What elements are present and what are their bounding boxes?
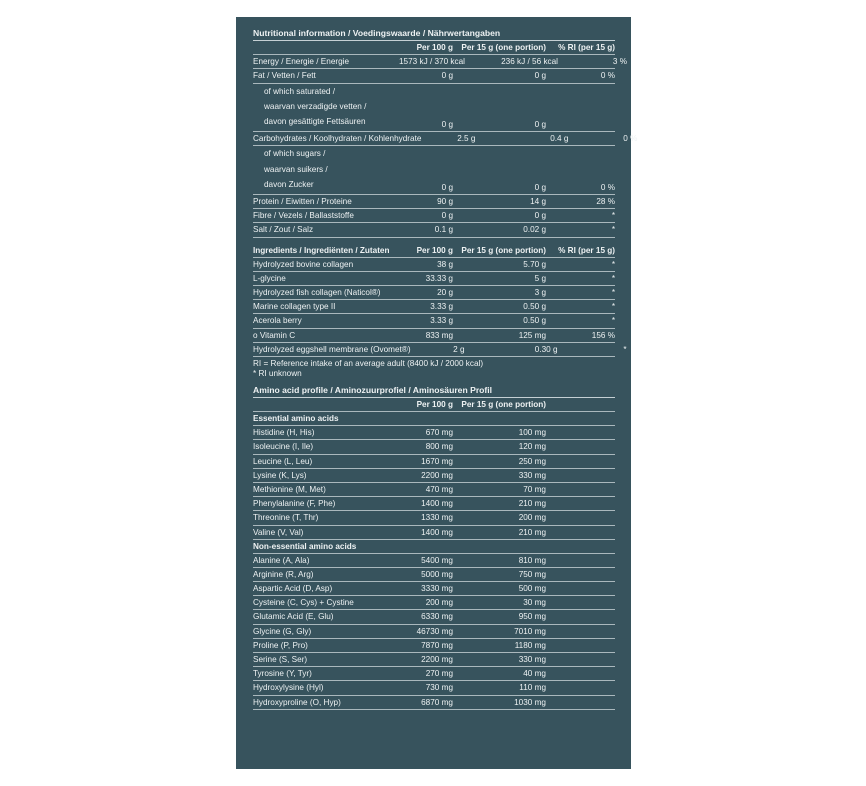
nutrition-row bbox=[253, 209, 615, 223]
nutrient-name-line: waarvan suikers / bbox=[264, 164, 328, 174]
nutrient-name bbox=[253, 72, 399, 80]
amino-row bbox=[253, 497, 615, 511]
per100-value: 33.33 g bbox=[425, 273, 453, 283]
ri-unknown-note: * RI unknown bbox=[253, 369, 302, 379]
per100-value: 20 g bbox=[437, 288, 453, 298]
ri-value: 156 % bbox=[591, 330, 615, 340]
nutrient-name-line: Carbohydrates / Koolhydraten / Kohlenhydrate bbox=[253, 134, 422, 144]
nutrient-name-line: Salt / Zout / Salz bbox=[253, 225, 314, 235]
per100-value: 1400 mg bbox=[421, 499, 453, 509]
ingredient-row bbox=[253, 343, 627, 357]
per15-value: 120 mg bbox=[518, 442, 546, 452]
amino-row bbox=[253, 440, 615, 454]
per100-value: 833 mg bbox=[425, 330, 453, 340]
per100-value: 1330 mg bbox=[421, 513, 453, 523]
amino-name: Cysteine (C, Cys) + Cystine bbox=[253, 598, 354, 608]
ri-value: * bbox=[611, 288, 615, 298]
nutrition-row bbox=[253, 84, 615, 133]
per100-value: 46730 mg bbox=[416, 626, 453, 636]
per15-value: 0.30 g bbox=[534, 344, 558, 354]
ingredient-name: Hydrolyzed bovine collagen bbox=[253, 259, 354, 269]
amino-row bbox=[253, 582, 615, 596]
nutrient-name-line: davon gesättigte Fettsäuren bbox=[264, 116, 366, 126]
per100-value: 1670 mg bbox=[421, 456, 453, 466]
ingredients-notes bbox=[253, 357, 615, 382]
per100-value: 2200 mg bbox=[421, 655, 453, 665]
ingredient-row bbox=[253, 300, 615, 314]
per15-value: 7010 mg bbox=[514, 626, 546, 636]
per100-value: 6330 mg bbox=[421, 612, 453, 622]
nutrition-row bbox=[253, 195, 615, 209]
per100-value: 3.33 g bbox=[430, 302, 453, 312]
ingredient-row bbox=[253, 314, 615, 328]
ingredient-name: Marine collagen type II bbox=[253, 302, 336, 312]
ingredients-rows bbox=[253, 258, 627, 357]
nonessential-rows bbox=[253, 554, 615, 710]
header-per100: Per 100 g bbox=[416, 42, 453, 52]
per15-value: 500 mg bbox=[518, 584, 546, 594]
nutrient-name bbox=[253, 198, 399, 206]
amino-name: Glutamic Acid (E, Glu) bbox=[253, 612, 334, 622]
nonessential-title: Non-essential amino acids bbox=[253, 540, 615, 554]
per15-value: 125 mg bbox=[518, 330, 546, 340]
per15-value: 330 mg bbox=[518, 470, 546, 480]
nutrient-name bbox=[253, 58, 399, 66]
amino-row bbox=[253, 639, 615, 653]
ingredient-name: Acerola berry bbox=[253, 316, 302, 326]
ingredient-name: Hydrolyzed eggshell membrane (Ovomet®) bbox=[253, 344, 411, 354]
per100-value: 7870 mg bbox=[421, 640, 453, 650]
nutrition-row bbox=[253, 146, 615, 195]
nutrient-name-line: Fat / Vetten / Fett bbox=[253, 71, 316, 81]
per100-value: 0 g bbox=[441, 182, 453, 192]
ri-value: 3 % bbox=[612, 57, 627, 67]
ingredient-row bbox=[253, 286, 615, 300]
per100-value: 800 mg bbox=[425, 442, 453, 452]
per15-value: 210 mg bbox=[518, 499, 546, 509]
nutrient-name-line: Energy / Energie / Energie bbox=[253, 57, 350, 67]
amino-name: Hydroxylysine (Hyl) bbox=[253, 683, 324, 693]
amino-title: Amino acid profile / Aminozuurprofiel / Aminosäuren Profil bbox=[253, 384, 615, 398]
per100-value: 1573 kJ / 370 kcal bbox=[399, 57, 465, 67]
ingredient-name: Hydrolyzed fish collagen (Naticol®) bbox=[253, 288, 381, 298]
nutrition-row bbox=[253, 132, 638, 146]
per100-value: 3330 mg bbox=[421, 584, 453, 594]
nutrient-name-line: Protein / Eiwitten / Proteine bbox=[253, 196, 352, 206]
per100-value: 200 mg bbox=[425, 598, 453, 608]
ingredient-name: o Vitamin C bbox=[253, 330, 296, 340]
amino-name: Methionine (M, Met) bbox=[253, 484, 326, 494]
ri-value: 0 % bbox=[623, 134, 638, 144]
ingredient-row bbox=[253, 258, 615, 272]
per100-value: 0 g bbox=[441, 119, 453, 129]
ri-value: * bbox=[611, 273, 615, 283]
per100-value: 2.5 g bbox=[457, 134, 476, 144]
amino-row bbox=[253, 625, 615, 639]
per100-value: 0 g bbox=[441, 211, 453, 221]
amino-row bbox=[253, 455, 615, 469]
per15-value: 0 g bbox=[534, 211, 546, 221]
ri-value: 28 % bbox=[596, 196, 615, 206]
per100-value: 670 mg bbox=[425, 428, 453, 438]
per15-value: 236 kJ / 56 kcal bbox=[501, 57, 558, 67]
amino-name: Isoleucine (I, Ile) bbox=[253, 442, 314, 452]
per15-value: 100 mg bbox=[518, 428, 546, 438]
nutrient-name-line: waarvan verzadigde vetten / bbox=[264, 101, 367, 111]
per100-value: 2 g bbox=[453, 344, 465, 354]
amino-header-row bbox=[253, 398, 615, 412]
per100-value: 5400 mg bbox=[421, 555, 453, 565]
per15-value: 750 mg bbox=[518, 569, 546, 579]
amino-header-per100: Per 100 g bbox=[416, 400, 453, 410]
per15-value: 14 g bbox=[530, 196, 546, 206]
header-per15: Per 15 g (one portion) bbox=[461, 42, 546, 52]
ingredients-title: Ingredients / Ingrediënten / Zutaten bbox=[253, 245, 390, 255]
ri-value: * bbox=[611, 316, 615, 326]
ri-note: RI = Reference intake of an average adult (8400 kJ / 2000 kcal) bbox=[253, 359, 484, 369]
amino-name: Phenylalanine (F, Phe) bbox=[253, 499, 336, 509]
amino-row bbox=[253, 696, 615, 710]
per15-value: 0.02 g bbox=[523, 225, 546, 235]
ingredient-row bbox=[253, 272, 615, 286]
amino-name: Alanine (A, Ala) bbox=[253, 555, 310, 565]
nutrient-name bbox=[253, 226, 399, 234]
amino-name: Glycine (G, Gly) bbox=[253, 626, 312, 636]
amino-name: Arginine (R, Arg) bbox=[253, 569, 314, 579]
per15-value: 0.4 g bbox=[550, 134, 569, 144]
per15-value: 0.50 g bbox=[523, 316, 546, 326]
per15-value: 0 g bbox=[534, 182, 546, 192]
amino-header-per15: Per 15 g (one portion) bbox=[461, 400, 546, 410]
nutrition-title: Nutritional information / Voedingswaarde / Nährwertangaben bbox=[253, 27, 615, 41]
nutrient-name bbox=[253, 146, 399, 192]
ri-value: 0 % bbox=[600, 71, 615, 81]
per100-value: 3.33 g bbox=[430, 316, 453, 326]
amino-row bbox=[253, 511, 615, 525]
amino-name: Proline (P, Pro) bbox=[253, 640, 308, 650]
per15-value: 950 mg bbox=[518, 612, 546, 622]
amino-row bbox=[253, 681, 615, 695]
amino-row bbox=[253, 426, 615, 440]
amino-row bbox=[253, 596, 615, 610]
ri-value: * bbox=[611, 259, 615, 269]
nutrient-name-line: davon Zucker bbox=[264, 179, 314, 189]
essential-title: Essential amino acids bbox=[253, 412, 615, 426]
per100-value: 270 mg bbox=[425, 669, 453, 679]
amino-name: Hydroxyproline (O, Hyp) bbox=[253, 697, 341, 707]
per15-value: 40 mg bbox=[523, 669, 546, 679]
ingredient-name: L-glycine bbox=[253, 273, 286, 283]
ingredient-row bbox=[253, 329, 615, 343]
per15-value: 1180 mg bbox=[514, 640, 546, 650]
nutrient-name-line: of which sugars / bbox=[264, 149, 326, 159]
nutrient-name-line: Fibre / Vezels / Ballaststoffe bbox=[253, 211, 354, 221]
nutrient-name bbox=[253, 84, 399, 130]
per15-value: 250 mg bbox=[518, 456, 546, 466]
amino-row bbox=[253, 469, 615, 483]
per15-value: 330 mg bbox=[518, 655, 546, 665]
nutrition-header-row bbox=[253, 41, 615, 55]
per15-value: 5.70 g bbox=[523, 259, 546, 269]
per15-value: 110 mg bbox=[519, 683, 546, 693]
per100-value: 730 mg bbox=[425, 683, 453, 693]
ri-value: * bbox=[611, 211, 615, 221]
nutrition-rows bbox=[253, 55, 638, 237]
per15-value: 210 mg bbox=[518, 527, 546, 537]
label-content bbox=[253, 27, 638, 710]
amino-name: Valine (V, Val) bbox=[253, 527, 304, 537]
nutrition-row bbox=[253, 223, 615, 237]
amino-name: Tyrosine (Y, Tyr) bbox=[253, 669, 312, 679]
header-ri: % RI (per 15 g) bbox=[558, 42, 615, 52]
per100-value: 2200 mg bbox=[421, 470, 453, 480]
ri-value: * bbox=[611, 225, 615, 235]
amino-row bbox=[253, 610, 615, 624]
ingredients-header-per15: Per 15 g (one portion) bbox=[461, 245, 546, 255]
per100-value: 90 g bbox=[437, 196, 453, 206]
ri-value: * bbox=[611, 302, 615, 312]
per15-value: 200 mg bbox=[518, 513, 546, 523]
ingredients-header-row bbox=[253, 244, 615, 258]
amino-row bbox=[253, 483, 615, 497]
per15-value: 1030 mg bbox=[514, 697, 546, 707]
amino-row bbox=[253, 526, 615, 540]
per100-value: 0.1 g bbox=[434, 225, 453, 235]
per15-value: 30 mg bbox=[523, 598, 546, 608]
nutrition-row bbox=[253, 69, 615, 83]
amino-row bbox=[253, 554, 615, 568]
per100-value: 0 g bbox=[441, 71, 453, 81]
ri-value: 0 % bbox=[600, 182, 615, 192]
per15-value: 3 g bbox=[534, 288, 546, 298]
ri-value: * bbox=[623, 344, 627, 354]
nutrient-name bbox=[253, 135, 421, 143]
essential-rows bbox=[253, 426, 615, 540]
per15-value: 5 g bbox=[534, 273, 546, 283]
per15-value: 0.50 g bbox=[523, 302, 546, 312]
amino-name: Aspartic Acid (D, Asp) bbox=[253, 584, 333, 594]
amino-row bbox=[253, 667, 615, 681]
per100-value: 6870 mg bbox=[421, 697, 453, 707]
nutrition-row bbox=[253, 55, 627, 69]
nutrient-name-line: of which saturated / bbox=[264, 86, 335, 96]
ingredients-header-ri: % RI (per 15 g) bbox=[558, 245, 615, 255]
ingredients-header-per100: Per 100 g bbox=[416, 245, 453, 255]
per15-value: 810 mg bbox=[518, 555, 546, 565]
per100-value: 1400 mg bbox=[421, 527, 453, 537]
amino-name: Histidine (H, His) bbox=[253, 428, 315, 438]
per15-value: 70 mg bbox=[523, 484, 546, 494]
amino-row bbox=[253, 568, 615, 582]
amino-row bbox=[253, 653, 615, 667]
per100-value: 38 g bbox=[437, 259, 453, 269]
per100-value: 5000 mg bbox=[421, 569, 453, 579]
per100-value: 470 mg bbox=[425, 484, 453, 494]
nutrient-name bbox=[253, 212, 399, 220]
amino-name: Serine (S, Ser) bbox=[253, 655, 308, 665]
nutrition-label-panel bbox=[236, 17, 638, 769]
amino-name: Threonine (T, Thr) bbox=[253, 513, 319, 523]
per15-value: 0 g bbox=[534, 71, 546, 81]
amino-name: Lysine (K, Lys) bbox=[253, 470, 307, 480]
amino-name: Leucine (L, Leu) bbox=[253, 456, 313, 466]
per15-value: 0 g bbox=[534, 119, 546, 129]
